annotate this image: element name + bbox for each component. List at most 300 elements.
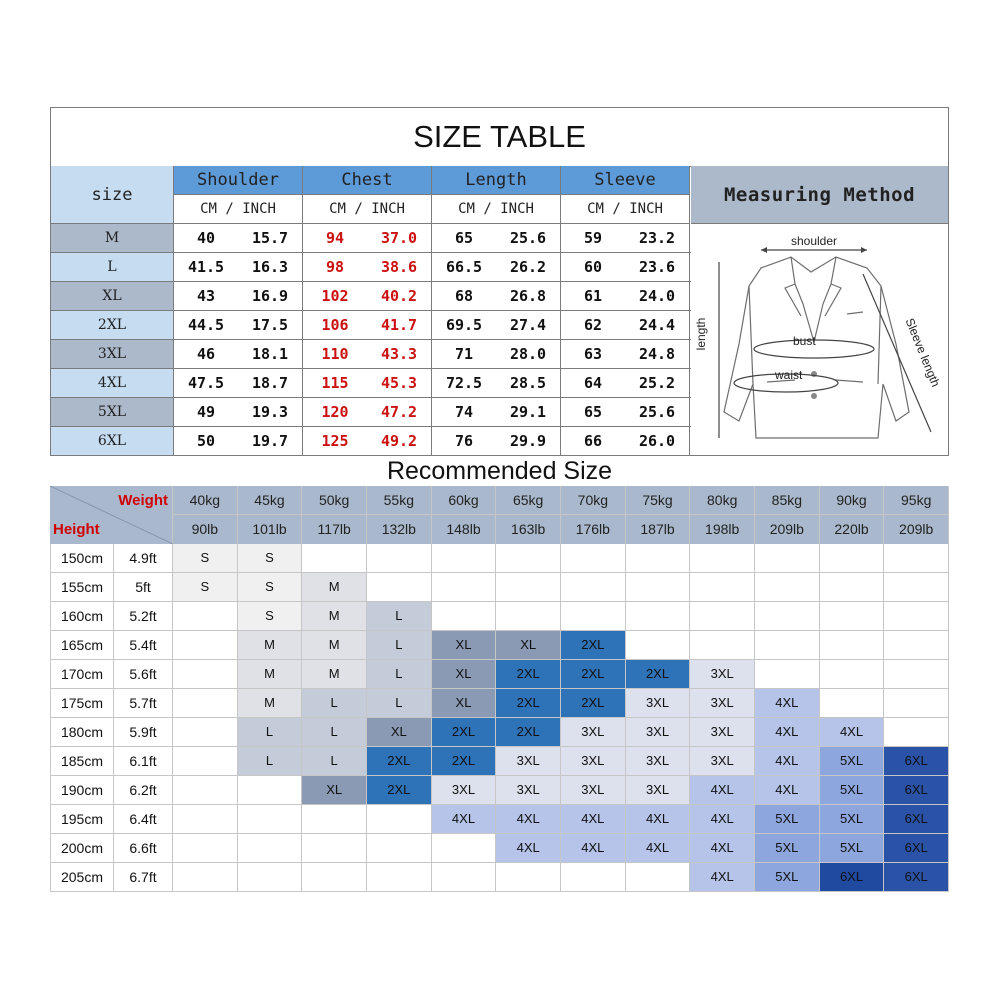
measurement-cell-shoulder	[174, 369, 303, 397]
size-cell: 4XL	[755, 718, 820, 747]
size-cell	[238, 834, 303, 863]
size-cell	[561, 544, 626, 573]
height-cm: 185cm	[50, 747, 114, 776]
size-cell: 4XL	[496, 834, 561, 863]
measurement-cell-length	[432, 398, 561, 426]
size-cell: 4XL	[432, 805, 497, 834]
size-cell: XL	[367, 718, 432, 747]
size-cell: S	[238, 602, 303, 631]
measurement-cell-chest	[303, 340, 432, 368]
size-cell: L	[238, 747, 303, 776]
weight-lb-header: 209lb	[755, 515, 820, 544]
weight-kg-header: 95kg	[884, 486, 949, 515]
size-cell	[432, 834, 497, 863]
value-inch: 27.4	[509, 316, 547, 334]
size-cell: XL	[496, 631, 561, 660]
height-ft: 5.6ft	[114, 660, 173, 689]
value-inch: 18.1	[251, 345, 289, 363]
size-cell	[432, 863, 497, 892]
value-inch: 43.3	[380, 345, 418, 363]
size-cell: 6XL	[884, 776, 949, 805]
size-row	[51, 282, 691, 311]
value-cm: 65	[583, 403, 603, 421]
size-cell: M	[302, 660, 367, 689]
size-column-header: size	[51, 166, 174, 224]
value-inch: 40.2	[380, 287, 418, 305]
value-inch: 25.6	[509, 229, 547, 247]
size-row	[51, 340, 691, 369]
size-cell: 2XL	[561, 689, 626, 718]
value-cm: 71	[454, 345, 474, 363]
size-cell	[626, 602, 691, 631]
height-ft: 6.7ft	[114, 863, 173, 892]
height-ft: 6.4ft	[114, 805, 173, 834]
measurement-cell-sleeve	[561, 311, 690, 339]
value-cm: 94	[325, 229, 345, 247]
size-cell: 3XL	[561, 718, 626, 747]
size-cell: 6XL	[884, 834, 949, 863]
size-cell: 5XL	[755, 834, 820, 863]
size-cell	[496, 863, 561, 892]
size-cell	[884, 689, 949, 718]
height-ft: 5.7ft	[114, 689, 173, 718]
value-cm: 49	[196, 403, 216, 421]
size-label: 3XL	[51, 340, 174, 368]
value-inch: 19.3	[251, 403, 289, 421]
column-unit-length: CM / INCH	[432, 195, 561, 224]
value-cm: 63	[583, 345, 603, 363]
size-cell	[432, 602, 497, 631]
height-label: Height	[53, 521, 100, 538]
measurement-cell-sleeve	[561, 398, 690, 426]
size-cell: XL	[432, 631, 497, 660]
size-cell	[238, 805, 303, 834]
size-cell: 4XL	[755, 776, 820, 805]
size-cell: XL	[302, 776, 367, 805]
size-cell	[173, 776, 238, 805]
height-cm: 180cm	[50, 718, 114, 747]
height-ft: 6.6ft	[114, 834, 173, 863]
size-cell: 4XL	[755, 689, 820, 718]
measurement-cell-length	[432, 282, 561, 310]
height-ft: 5.4ft	[114, 631, 173, 660]
size-cell	[561, 573, 626, 602]
size-label: 6XL	[51, 427, 174, 455]
size-cell: 4XL	[626, 805, 691, 834]
size-cell	[755, 544, 820, 573]
measurement-cell-chest	[303, 253, 432, 281]
weight-kg-header: 90kg	[820, 486, 885, 515]
value-inch: 29.9	[509, 432, 547, 450]
size-cell: 3XL	[626, 718, 691, 747]
size-cell	[884, 602, 949, 631]
measurement-cell-chest	[303, 427, 432, 455]
size-cell	[432, 573, 497, 602]
measurement-cell-chest	[303, 369, 432, 397]
waist-label: waist	[775, 368, 803, 382]
size-cell: 3XL	[690, 660, 755, 689]
measurement-cell-sleeve	[561, 427, 690, 455]
weight-kg-header: 80kg	[690, 486, 755, 515]
weight-lb-header: 101lb	[238, 515, 303, 544]
size-cell: L	[367, 689, 432, 718]
value-cm: 62	[583, 316, 603, 334]
measurement-cell-sleeve	[561, 253, 690, 281]
height-cm: 170cm	[50, 660, 114, 689]
size-cell: S	[173, 573, 238, 602]
height-cm: 155cm	[50, 573, 114, 602]
sleeve-length-label: Sleeve length	[902, 316, 943, 389]
size-cell: 4XL	[496, 805, 561, 834]
size-label: L	[51, 253, 174, 281]
size-cell: 2XL	[432, 718, 497, 747]
value-cm: 41.5	[187, 258, 225, 276]
size-label: XL	[51, 282, 174, 310]
column-unit-shoulder: CM / INCH	[174, 195, 303, 224]
value-cm: 66	[583, 432, 603, 450]
measurement-cell-length	[432, 311, 561, 339]
measurement-cell-shoulder	[174, 224, 303, 252]
size-cell	[496, 544, 561, 573]
size-cell	[367, 805, 432, 834]
height-ft: 6.1ft	[114, 747, 173, 776]
size-cell	[626, 863, 691, 892]
weight-lb-header: 148lb	[432, 515, 497, 544]
height-ft: 5ft	[114, 573, 173, 602]
size-cell: 5XL	[820, 747, 885, 776]
size-cell	[173, 602, 238, 631]
size-cell: L	[367, 631, 432, 660]
size-cell	[820, 573, 885, 602]
size-cell	[690, 631, 755, 660]
size-cell	[820, 660, 885, 689]
size-cell: 3XL	[561, 776, 626, 805]
size-cell	[690, 602, 755, 631]
value-cm: 74	[454, 403, 474, 421]
bust-label: bust	[793, 334, 816, 348]
size-cell: 6XL	[884, 863, 949, 892]
size-cell	[884, 631, 949, 660]
size-cell: 4XL	[626, 834, 691, 863]
weight-lb-header: 220lb	[820, 515, 885, 544]
size-cell: 2XL	[561, 631, 626, 660]
measurement-cell-shoulder	[174, 340, 303, 368]
value-inch: 26.8	[509, 287, 547, 305]
height-ft: 6.2ft	[114, 776, 173, 805]
measurement-cell-shoulder	[174, 282, 303, 310]
size-chart-sheet	[50, 107, 949, 891]
size-cell	[626, 631, 691, 660]
size-cell: L	[302, 718, 367, 747]
measurement-cell-length	[432, 253, 561, 281]
size-cell	[755, 602, 820, 631]
value-inch: 24.4	[638, 316, 676, 334]
value-cm: 66.5	[445, 258, 483, 276]
size-cell: M	[238, 660, 303, 689]
weight-lb-header: 90lb	[173, 515, 238, 544]
value-inch: 25.2	[638, 374, 676, 392]
size-cell: 4XL	[755, 747, 820, 776]
value-cm: 46	[196, 345, 216, 363]
size-cell	[690, 573, 755, 602]
length-label: length	[694, 317, 708, 351]
weight-lb-header: 176lb	[561, 515, 626, 544]
size-label: M	[51, 224, 174, 252]
value-inch: 24.8	[638, 345, 676, 363]
size-label: 5XL	[51, 398, 174, 426]
value-cm: 44.5	[187, 316, 225, 334]
size-row	[51, 398, 691, 427]
value-cm: 61	[583, 287, 603, 305]
value-cm: 65	[454, 229, 474, 247]
size-cell: 5XL	[820, 776, 885, 805]
size-cell: L	[367, 602, 432, 631]
measurement-cell-length	[432, 369, 561, 397]
size-cell	[173, 689, 238, 718]
value-cm: 60	[583, 258, 603, 276]
size-cell	[755, 573, 820, 602]
weight-kg-header: 70kg	[561, 486, 626, 515]
size-cell: 4XL	[690, 863, 755, 892]
recommended-size-title: Recommended Size	[386, 457, 613, 485]
size-cell	[820, 631, 885, 660]
size-cell: XL	[432, 660, 497, 689]
size-cell	[820, 544, 885, 573]
measurement-cell-chest	[303, 282, 432, 310]
size-cell: 5XL	[820, 805, 885, 834]
value-inch: 23.2	[638, 229, 676, 247]
size-cell	[302, 805, 367, 834]
size-cell: 3XL	[626, 747, 691, 776]
size-cell: M	[302, 631, 367, 660]
measurement-cell-shoulder	[174, 253, 303, 281]
size-cell: 4XL	[561, 805, 626, 834]
size-cell: 2XL	[496, 660, 561, 689]
measurement-cell-sleeve	[561, 369, 690, 397]
height-cm: 195cm	[50, 805, 114, 834]
value-cm: 76	[454, 432, 474, 450]
size-cell	[302, 834, 367, 863]
value-cm: 47.5	[187, 374, 225, 392]
size-row	[51, 311, 691, 340]
value-inch: 25.6	[638, 403, 676, 421]
value-cm: 69.5	[445, 316, 483, 334]
value-inch: 38.6	[380, 258, 418, 276]
column-header-shoulder: Shoulder	[174, 166, 303, 195]
value-inch: 37.0	[380, 229, 418, 247]
weight-lb-header: 117lb	[302, 515, 367, 544]
size-cell: 5XL	[755, 863, 820, 892]
measurement-cell-length	[432, 340, 561, 368]
column-header-sleeve: Sleeve	[561, 166, 690, 195]
size-cell	[173, 718, 238, 747]
value-cm: 72.5	[445, 374, 483, 392]
height-cm: 160cm	[50, 602, 114, 631]
value-inch: 49.2	[380, 432, 418, 450]
size-cell	[626, 573, 691, 602]
size-cell: 2XL	[496, 718, 561, 747]
size-cell: 6XL	[884, 805, 949, 834]
value-inch: 23.6	[638, 258, 676, 276]
height-cm: 150cm	[50, 544, 114, 573]
weight-lb-header: 132lb	[367, 515, 432, 544]
shoulder-label: shoulder	[790, 234, 838, 248]
size-cell: M	[238, 689, 303, 718]
size-cell: 6XL	[820, 863, 885, 892]
measurement-cell-sleeve	[561, 282, 690, 310]
column-header-length: Length	[432, 166, 561, 195]
size-cell: 3XL	[432, 776, 497, 805]
measurement-cell-sleeve	[561, 340, 690, 368]
size-table	[50, 107, 949, 456]
height-cm: 175cm	[50, 689, 114, 718]
value-cm: 43	[196, 287, 216, 305]
size-cell: M	[238, 631, 303, 660]
size-cell	[626, 544, 691, 573]
value-inch: 45.3	[380, 374, 418, 392]
height-ft: 4.9ft	[114, 544, 173, 573]
size-cell: 5XL	[820, 834, 885, 863]
weight-kg-header: 75kg	[626, 486, 691, 515]
weight-lb-header: 198lb	[690, 515, 755, 544]
value-cm: 110	[321, 345, 349, 363]
size-cell	[884, 544, 949, 573]
size-cell: L	[367, 660, 432, 689]
measurement-cell-length	[432, 427, 561, 455]
recommended-size-grid	[50, 486, 949, 891]
value-inch: 28.0	[509, 345, 547, 363]
measuring-method-header: Measuring Method	[691, 166, 948, 224]
size-cell	[884, 573, 949, 602]
size-cell: 5XL	[755, 805, 820, 834]
measurement-cell-shoulder	[174, 398, 303, 426]
value-cm: 125	[321, 432, 349, 450]
size-cell: 3XL	[690, 689, 755, 718]
size-label: 4XL	[51, 369, 174, 397]
value-cm: 120	[321, 403, 349, 421]
size-cell: 4XL	[690, 805, 755, 834]
size-cell: 2XL	[561, 660, 626, 689]
size-cell	[561, 602, 626, 631]
height-cm: 190cm	[50, 776, 114, 805]
value-cm: 59	[583, 229, 603, 247]
size-cell: 3XL	[496, 747, 561, 776]
value-inch: 41.7	[380, 316, 418, 334]
value-cm: 98	[325, 258, 345, 276]
size-cell: M	[302, 573, 367, 602]
value-inch: 29.1	[509, 403, 547, 421]
size-cell	[173, 660, 238, 689]
measurement-cell-chest	[303, 398, 432, 426]
size-cell: 3XL	[690, 718, 755, 747]
size-cell	[432, 544, 497, 573]
weight-lb-header: 209lb	[884, 515, 949, 544]
size-cell: 4XL	[561, 834, 626, 863]
weight-kg-header: 65kg	[496, 486, 561, 515]
measurement-cell-shoulder	[174, 311, 303, 339]
measurement-cell-shoulder	[174, 427, 303, 455]
height-ft: 5.2ft	[114, 602, 173, 631]
value-inch: 26.0	[638, 432, 676, 450]
value-cm: 50	[196, 432, 216, 450]
size-cell: 3XL	[690, 747, 755, 776]
size-row	[51, 369, 691, 398]
weight-kg-header: 85kg	[755, 486, 820, 515]
size-cell: 2XL	[367, 747, 432, 776]
size-cell	[367, 834, 432, 863]
measurement-cell-length	[432, 224, 561, 252]
size-row	[51, 427, 691, 456]
jacket-diagram	[691, 224, 948, 455]
size-cell	[173, 863, 238, 892]
value-cm: 40	[196, 229, 216, 247]
height-cm: 205cm	[50, 863, 114, 892]
value-cm: 68	[454, 287, 474, 305]
size-cell	[173, 805, 238, 834]
size-cell	[367, 544, 432, 573]
size-cell	[302, 863, 367, 892]
measuring-method-diagram	[691, 224, 948, 455]
measurement-cell-chest	[303, 224, 432, 252]
size-cell: 2XL	[432, 747, 497, 776]
value-cm: 106	[321, 316, 349, 334]
value-inch: 18.7	[251, 374, 289, 392]
size-row	[51, 253, 691, 282]
size-cell: 2XL	[367, 776, 432, 805]
size-cell: 4XL	[690, 776, 755, 805]
size-table-title: SIZE TABLE	[51, 108, 948, 167]
weight-kg-header: 50kg	[302, 486, 367, 515]
weight-kg-header: 40kg	[173, 486, 238, 515]
size-cell	[367, 573, 432, 602]
size-cell: 4XL	[820, 718, 885, 747]
value-inch: 15.7	[251, 229, 289, 247]
size-cell	[496, 573, 561, 602]
height-ft: 5.9ft	[114, 718, 173, 747]
size-cell: S	[238, 544, 303, 573]
size-cell	[302, 544, 367, 573]
size-cell: 3XL	[626, 776, 691, 805]
size-cell: 3XL	[626, 689, 691, 718]
size-cell	[496, 602, 561, 631]
weight-kg-header: 45kg	[238, 486, 303, 515]
measurement-cell-sleeve	[561, 224, 690, 252]
size-cell	[690, 544, 755, 573]
value-inch: 47.2	[380, 403, 418, 421]
weight-lb-header: 163lb	[496, 515, 561, 544]
column-unit-chest: CM / INCH	[303, 195, 432, 224]
size-cell: XL	[432, 689, 497, 718]
size-cell	[173, 747, 238, 776]
column-header-chest: Chest	[303, 166, 432, 195]
size-cell	[820, 602, 885, 631]
size-cell	[367, 863, 432, 892]
weight-height-corner	[50, 486, 173, 544]
size-cell: 4XL	[690, 834, 755, 863]
size-cell	[238, 863, 303, 892]
size-cell: 3XL	[496, 776, 561, 805]
value-cm: 64	[583, 374, 603, 392]
size-cell	[238, 776, 303, 805]
value-inch: 16.9	[251, 287, 289, 305]
weight-kg-header: 55kg	[367, 486, 432, 515]
size-cell	[755, 631, 820, 660]
size-cell	[884, 718, 949, 747]
size-cell: 2XL	[496, 689, 561, 718]
value-inch: 28.5	[509, 374, 547, 392]
size-cell: S	[238, 573, 303, 602]
value-inch: 26.2	[509, 258, 547, 276]
